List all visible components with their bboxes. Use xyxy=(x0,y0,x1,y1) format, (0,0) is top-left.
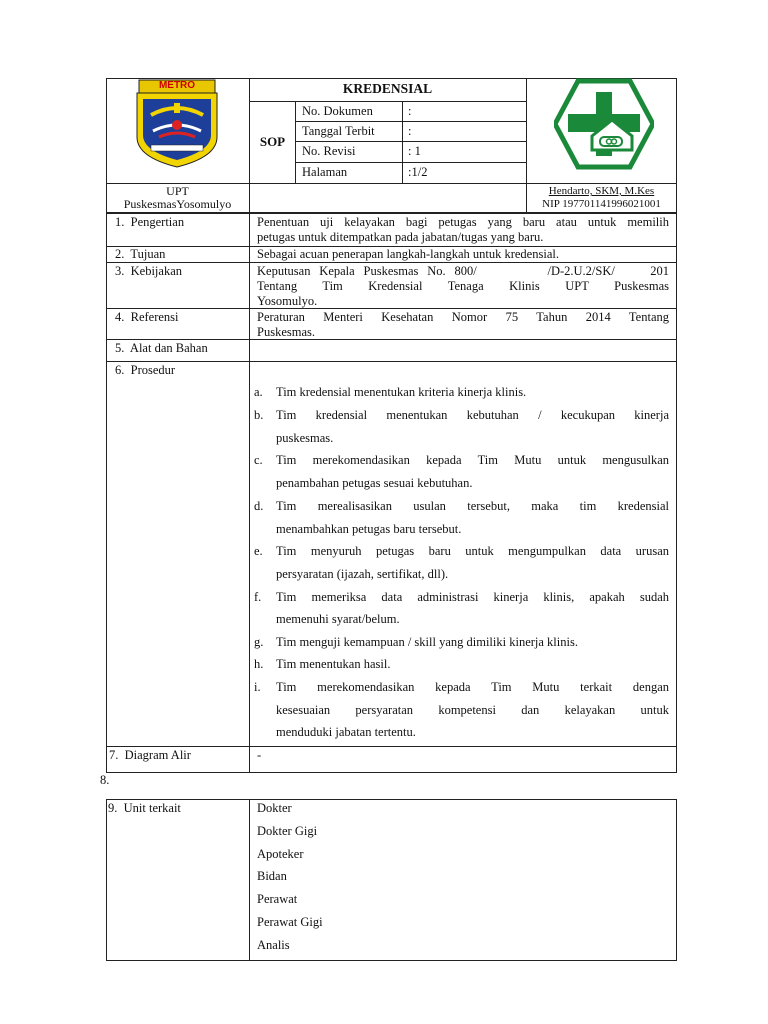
prosedur-item-h-line-1: Tim menentukan hasil. xyxy=(276,657,391,671)
body-row-line-5 xyxy=(106,361,677,362)
meta-value-halaman: :1/2 xyxy=(408,165,428,179)
row-label-alat-bahan: 5. Alat dan Bahan xyxy=(115,341,208,355)
meta-label-tanggal-terbit: Tanggal Terbit xyxy=(302,124,375,138)
prosedur-marker-g: g. xyxy=(254,635,264,649)
prosedur-item-b-line-2: puskesmas. xyxy=(276,431,334,445)
kebijakan-line-2: Tentang Tim Kredensial Tenaga Klinis UPT Puskesmas xyxy=(257,279,669,293)
referensi-line-1: Peraturan Menteri Kesehatan Nomor 75 Tahun 2014 Tentang xyxy=(257,310,669,324)
sop-divider xyxy=(295,101,296,183)
item-8-marker: 8. xyxy=(100,773,110,787)
meta-label-no-revisi: No. Revisi xyxy=(302,144,356,158)
prosedur-marker-i: i. xyxy=(254,680,261,694)
row-label-pengertian: 1. Pengertian xyxy=(115,215,185,229)
unit-item-apoteker: Apoteker xyxy=(257,847,304,861)
prosedur-marker-d: d. xyxy=(254,499,264,513)
row-label-unit-terkait: 9. Unit terkait xyxy=(108,801,181,815)
row-label-referensi: 4. Referensi xyxy=(115,310,179,324)
referensi-line-2: Puskesmas. xyxy=(257,325,315,339)
row-label-tujuan: 2. Tujuan xyxy=(115,247,166,261)
body-row-line-2 xyxy=(106,262,677,263)
metro-crest-logo xyxy=(131,79,223,169)
prosedur-item-d-line-1: Tim merealisasikan usulan tersebut, maka tim kredensial xyxy=(276,499,669,513)
org-line-2: PuskesmasYosomulyo xyxy=(123,197,232,211)
prosedur-item-c-line-1: Tim merekomendasikan kepada Tim Mutu untuk mengusulkan xyxy=(276,453,669,467)
pengertian-line-1: Penentuan uji kelayakan bagi petugas yang baru atau untuk memilih xyxy=(257,215,669,229)
meta-value-no-revisi: : 1 xyxy=(408,144,421,158)
pengertian-line-2: petugas untuk ditempatkan pada jabatan/tugas yang baru. xyxy=(257,230,544,244)
prosedur-item-i-line-1: Tim merekomendasikan kepada Tim Mutu terkait dengan xyxy=(276,680,669,694)
row-label-prosedur: 6. Prosedur xyxy=(115,363,176,377)
body-row-line-4 xyxy=(106,339,677,340)
prosedur-item-f-line-1: Tim memeriksa data administrasi kinerja klinis, apakah sudah xyxy=(276,590,669,604)
title-underline xyxy=(249,101,526,102)
meta-line-3 xyxy=(295,162,526,163)
unit-table xyxy=(106,799,677,961)
org-line-1: UPT xyxy=(166,184,189,198)
signer-name: Hendarto, SKM, M.Kes xyxy=(548,185,655,197)
puskesmas-logo xyxy=(554,78,654,170)
prosedur-item-b-line-1: Tim kredensial menentukan kebutuhan / kecukupan kinerja xyxy=(276,408,669,422)
prosedur-marker-e: e. xyxy=(254,544,263,558)
unit-item-dokter: Dokter xyxy=(257,801,292,815)
document-title: KREDENSIAL xyxy=(342,81,433,96)
meta-value-tanggal-terbit: : xyxy=(408,124,412,138)
metro-logo-label: METRO xyxy=(158,80,196,91)
prosedur-item-f-line-2: memenuhi syarat/belum. xyxy=(276,612,400,626)
prosedur-marker-b: b. xyxy=(254,408,264,422)
meta-label-no-dokumen: No. Dokumen xyxy=(302,104,373,118)
prosedur-item-a-line-1: Tim kredensial menentukan kriteria kinerja klinis. xyxy=(276,385,527,399)
prosedur-marker-f: f. xyxy=(254,590,262,604)
prosedur-marker-h: h. xyxy=(254,657,264,671)
kebijakan-line-3: Yosomulyo. xyxy=(257,294,318,308)
body-label-divider xyxy=(249,213,250,773)
unit-label-divider xyxy=(249,799,250,961)
unit-item-perawat-gigi: Perawat Gigi xyxy=(257,915,323,929)
meta-value-divider xyxy=(402,101,403,183)
signer-nip: NIP 197701141996021001 xyxy=(542,198,661,210)
meta-line-2 xyxy=(295,141,526,142)
prosedur-marker-c: c. xyxy=(254,453,263,467)
unit-item-dokter-gigi: Dokter Gigi xyxy=(257,824,318,838)
unit-item-bidan: Bidan xyxy=(257,869,287,883)
prosedur-item-e-line-1: Tim menyuruh petugas baru untuk mengumpulkan data urusan xyxy=(276,544,669,558)
diagram-alir-value: - xyxy=(257,748,262,762)
meta-label-halaman: Halaman xyxy=(302,165,348,179)
prosedur-marker-a: a. xyxy=(254,385,263,399)
prosedur-item-i-line-3: menduduki jabatan tertentu. xyxy=(276,725,416,739)
prosedur-item-g-line-1: Tim menguji kemampuan / skill yang dimiliki kinerja klinis. xyxy=(276,635,578,649)
body-row-line-6 xyxy=(106,746,677,747)
unit-item-perawat: Perawat xyxy=(257,892,298,906)
prosedur-item-c-line-2: penambahan petugas sesuai kebutuhan. xyxy=(276,476,473,490)
prosedur-item-i-line-2: kesesuaian persyaratan kompetensi dan kelayakan untuk xyxy=(276,703,669,717)
tujuan-line-1: Sebagai acuan penerapan langkah-langkah untuk kredensial. xyxy=(257,247,559,261)
meta-line-1 xyxy=(295,121,526,122)
body-row-line-3 xyxy=(106,308,677,309)
row-label-kebijakan: 3. Kebijakan xyxy=(115,264,182,278)
sop-label: SOP xyxy=(259,134,286,149)
prosedur-item-d-line-2: menambahkan petugas baru tersebut. xyxy=(276,522,462,536)
meta-value-no-dokumen: : xyxy=(408,104,412,118)
prosedur-item-e-line-2: persyaratan (ijazah, sertifikat, dll). xyxy=(276,567,449,581)
row-label-diagram-alir: 7. Diagram Alir xyxy=(109,748,191,762)
kebijakan-line-1: Keputusan Kepala Puskesmas No. 800/ /D-2.U.2/SK/ 201 xyxy=(257,264,669,278)
unit-item-analis: Analis xyxy=(257,938,290,952)
